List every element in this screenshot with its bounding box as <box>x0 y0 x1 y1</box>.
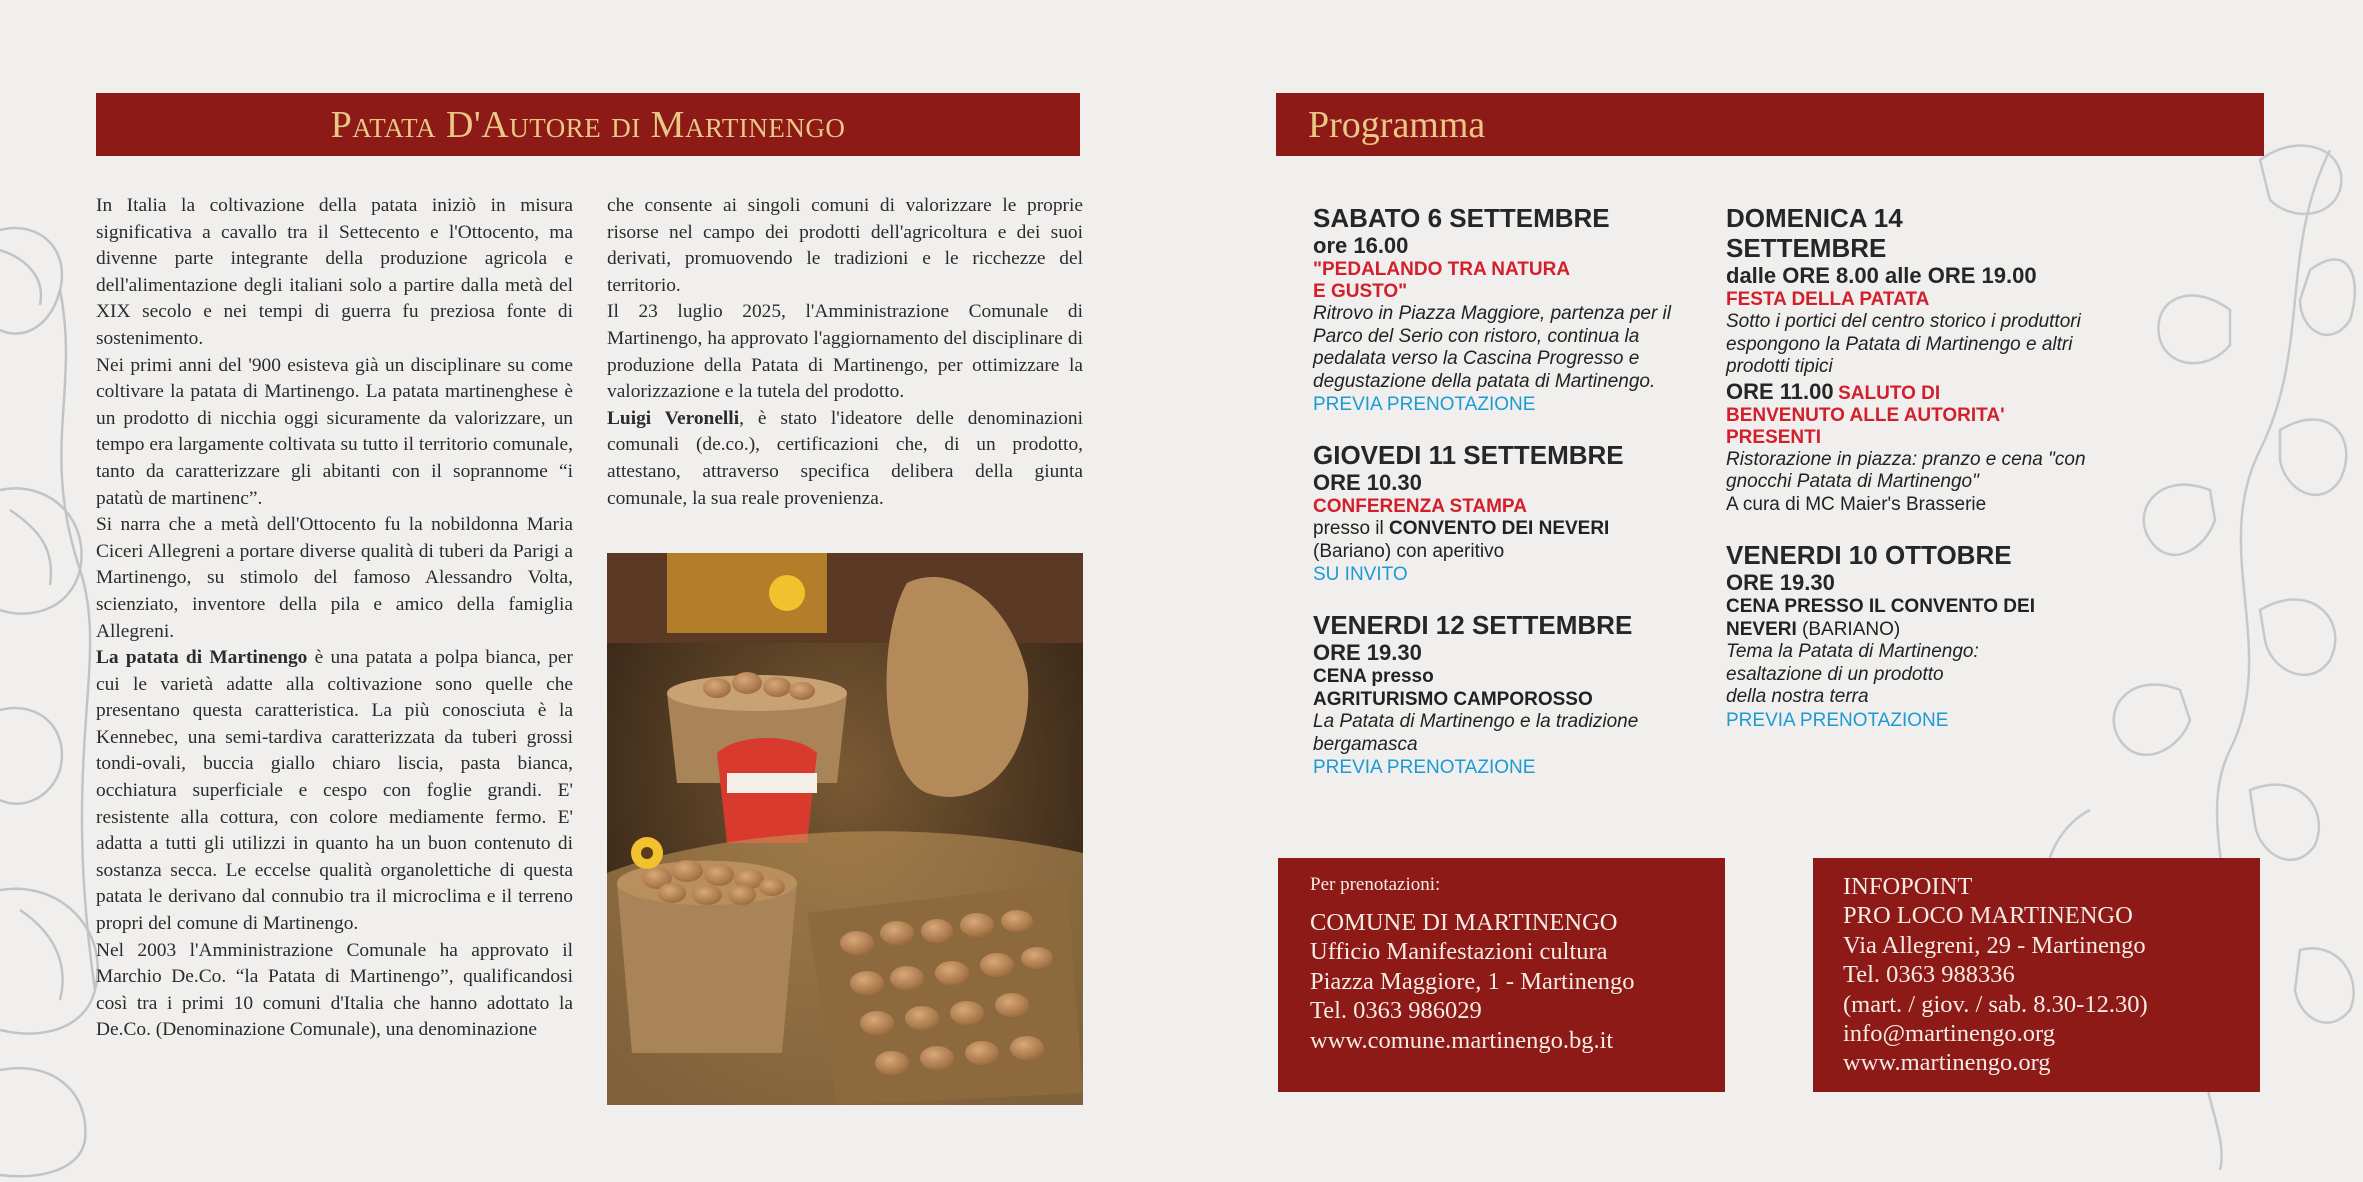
paragraph <box>96 645 573 938</box>
paragraph: che consente ai singoli comuni di valorizzare le proprie risorse nel campo dei prodotti dell'agricoltura e dei suoi derivati, promuovendo le tradizioni e le ricchezze del territorio. <box>607 195 1083 296</box>
booking-contact-box <box>1278 858 1725 1092</box>
event-name: CONFERENZA STAMPA <box>1313 496 1527 517</box>
contact-office: Ufficio Manifestazioni cultura <box>1310 938 1608 966</box>
event-description: della nostra terra <box>1726 686 1869 707</box>
program-title: Programma <box>1308 103 1486 146</box>
event-time: ORE 19.30 <box>1313 640 1422 665</box>
paragraph: Si narra che a metà dell'Ottocento fu la nobildonna Maria Ciceri Allegreni a portare diverse qualità di tuberi da Parigi a Martinengo, su stimolo del famoso Alessandro Volta, scienziato, inventore della pila e amico della famiglia Allegreni. <box>96 514 573 642</box>
event-description: esaltazione di un prodotto <box>1726 663 1944 685</box>
event-location-prefix: presso il <box>1313 518 1390 539</box>
contact-address: Via Allegreni, 29 - Martinengo <box>1843 931 2146 959</box>
left-title-bar <box>96 93 1080 156</box>
event-sub-item <box>1726 379 2106 405</box>
intro-text-column-2 <box>607 193 1083 512</box>
bold-lead: Luigi Veronelli <box>607 407 740 429</box>
event-day: SETTEMBRE <box>1726 233 1887 263</box>
event-venue: AGRITURISMO CAMPOROSSO <box>1313 688 1593 710</box>
event-description: Ritrovo in Piazza Maggiore, partenza per il Parco del Serio con ristoro, continua la pedalata verso la Cascina Progresso e degustazione della patata di Martinengo. <box>1313 303 1672 392</box>
event-time: ORE 10.30 <box>1313 470 1422 495</box>
event-time: dalle ORE 8.00 alle ORE 19.00 <box>1726 263 2037 288</box>
intro-text-column-1 <box>96 193 573 1044</box>
event-day: VENERDI 10 OTTOBRE <box>1726 540 2012 570</box>
event-name: E GUSTO" <box>1313 281 1408 302</box>
event-booking-note: PREVIA PRENOTAZIONE <box>1313 757 1536 778</box>
paragraph: Nei primi anni del '900 esisteva già un disciplinare su come coltivare la patata di Martinengo. La patata martinenghese è un prodotto di nicchia oggi sicuramente da valorizzare, un tempo era largamente coltivata su tutto il territorio comunale, tanto da caratterizzare gli abitanti con il soprannome “i patatù de martinenc”. <box>96 354 573 509</box>
paragraph-rest: è una patata a polpa bianca, per cui le varietà adatte alla coltivazione sono quelle che presentano questa caratteristica. La più conosciuta è la Kennebec, una semi-tardiva caratterizzata da tuberi grossi tondi-ovali, buccia giallo chiaro liscia, pasta bianca, occhiatura superficiale e cespo con foglie grandi. E' resistente alla cottura, con colore mediamente fermo. E' adatta a tutti gli utilizzi in quanto ha un buon contenuto di sostanza secca. Le eccelse qualità organolettiche di questa patata le derivano dal connubio tra il microclima e il terreno propri del comune di Martinengo. <box>96 647 573 935</box>
infopoint-contact-box <box>1813 858 2260 1092</box>
event-booking-note: PREVIA PRENOTAZIONE <box>1726 709 1949 731</box>
event-name: BENVENUTO ALLE AUTORITA' <box>1726 404 2005 426</box>
contact-hours: (mart. / giov. / sab. 8.30-12.30) <box>1843 990 2148 1018</box>
event-description: Sotto i portici del centro storico i produttori espongono la Patata di Martinengo e altri prodotti tipici <box>1726 311 2081 377</box>
event-venue: NEVERI <box>1726 618 1797 640</box>
event-booking-note: PREVIA PRENOTAZIONE <box>1313 394 1536 415</box>
event-day: GIOVEDI 11 SETTEMBRE <box>1313 440 1624 470</box>
contact-address: Piazza Maggiore, 1 - Martinengo <box>1310 967 1635 995</box>
event-location-detail: (Bariano) con aperitivo <box>1313 540 1505 562</box>
event-name: "PEDALANDO TRA NATURA <box>1313 259 1571 280</box>
event-time: ore 16.00 <box>1313 233 1409 258</box>
event-time: ORE 19.30 <box>1726 570 1835 595</box>
event-name: CENA PRESSO IL CONVENTO DEI <box>1726 596 2035 617</box>
event-booking-note: SU INVITO <box>1313 564 1408 585</box>
booking-label: Per prenotazioni: <box>1310 874 1441 895</box>
contact-website: www.comune.martinengo.bg.it <box>1310 1026 1614 1054</box>
paragraph-rest: , è stato l'ideatore delle denominazioni comunali (de.co.), certificazioni che, di un prodotto, attestano, attraverso specifica delibera della giunta comunale, la sua reale provenienza. <box>607 407 1083 509</box>
paragraph: In Italia la coltivazione della patata iniziò in misura significativa a cavallo tra il Settecento e l'Ottocento, ma divenne parte integrante della produzione agricola e dell'alimentazione degli italiani solo a partire dalla metà del XIX secolo e nei tempi di guerra fu preziosa fonte di sostenimento. <box>96 195 573 349</box>
event-location-detail: (BARIANO) <box>1796 618 1901 640</box>
event-description: La Patata di Martinengo e la tradizione bergamasca <box>1313 711 1639 755</box>
event-location <box>1313 518 1693 541</box>
contact-org-name: COMUNE DI MARTINENGO <box>1310 909 1618 936</box>
event-day: VENERDI 12 SETTEMBRE <box>1313 610 1633 640</box>
event-domenica-14-settembre <box>1726 203 2106 516</box>
contact-email: info@martinengo.org <box>1843 1020 2055 1048</box>
event-name: SALUTO DI <box>1838 382 1941 404</box>
program-title-bar <box>1276 93 2264 156</box>
event-time: ORE 11.00 <box>1726 378 1834 404</box>
event-description: Ristorazione in piazza: pranzo e cena "con gnocchi Patata di Martinengo" <box>1726 448 2086 492</box>
event-day: SABATO 6 SETTEMBRE <box>1313 203 1610 233</box>
contact-phone: Tel. 0363 988336 <box>1843 961 2015 989</box>
event-sabato-6-settembre <box>1313 203 1693 416</box>
event-name: PRESENTI <box>1726 426 1822 448</box>
contact-phone: Tel. 0363 986029 <box>1310 997 1482 1025</box>
event-venue: CONVENTO DEI NEVERI <box>1389 518 1610 539</box>
event-venerdi-12-settembre <box>1313 610 1693 779</box>
contact-org-name: PRO LOCO MARTINENGO <box>1843 902 2133 930</box>
program-column-left <box>1313 203 1693 803</box>
contact-website: www.martinengo.org <box>1843 1049 2051 1077</box>
contact-org-name: INFOPOINT <box>1843 873 1973 900</box>
potato-baskets-photo <box>607 553 1083 1105</box>
event-name: FESTA DELLA PATATA <box>1726 289 1930 310</box>
event-day: DOMENICA 14 <box>1726 203 1903 233</box>
event-name: CENA presso <box>1313 666 1434 687</box>
event-venerdi-10-ottobre <box>1726 540 2106 732</box>
paragraph <box>607 406 1083 512</box>
event-credit: A cura di MC Maier's Brasserie <box>1726 493 1987 515</box>
event-description: Tema la Patata di Martinengo: <box>1726 641 1979 662</box>
program-column-right <box>1726 203 2106 756</box>
event-giovedi-11-settembre <box>1313 440 1693 586</box>
potato-photo-illustration <box>607 553 1083 1105</box>
paragraph: Nel 2003 l'Amministrazione Comunale ha approvato il Marchio De.Co. “la Patata di Martinengo”, qualificandosi così tra i primi 10 comuni d'Italia che hanno adottato la De.Co. (Denominazione Comunale), una denominazione <box>96 939 573 1041</box>
paragraph: Il 23 luglio 2025, l'Amministrazione Comunale di Martinengo, ha approvato l'aggiornamento del disciplinare di produzione della Patata di Martinengo, per ottimizzare la valorizzazione e la tutela del prodotto. <box>607 301 1083 403</box>
bold-lead: La patata di Martinengo <box>96 647 308 669</box>
event-location <box>1726 619 2106 642</box>
page-title: Patata D'Autore di Martinengo <box>330 103 846 146</box>
